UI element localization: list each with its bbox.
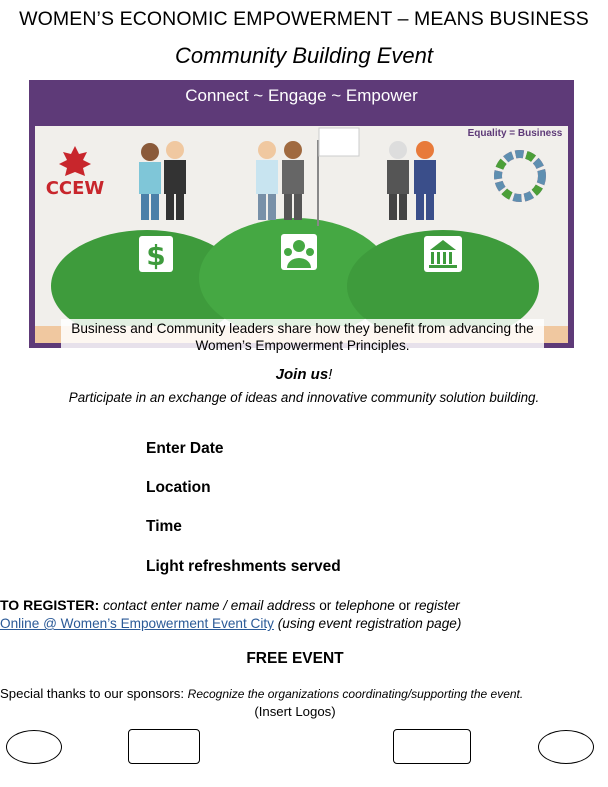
people-group-center <box>256 128 359 226</box>
registration-block <box>0 596 608 633</box>
dollar-icon <box>139 236 173 272</box>
people-group-right <box>387 141 436 220</box>
detail-date: Enter Date <box>146 440 224 457</box>
event-banner <box>29 80 574 353</box>
free-event-label: FREE EVENT <box>246 650 344 667</box>
logo-wordmark: CCEW <box>45 178 105 199</box>
document-title: WOMEN’S ECONOMIC EMPOWERMENT – MEANS BUSINESS <box>19 8 589 30</box>
banner-heading: Connect ~ Engage ~ Empower <box>185 86 418 105</box>
register-link-line <box>0 615 608 633</box>
ccew-logo <box>46 146 105 199</box>
banner-illustration <box>35 126 568 353</box>
register-line: TO REGISTER: contact enter name / email address or telephone or register <box>0 597 460 613</box>
detail-refreshments: Light refreshments served <box>146 558 341 575</box>
sponsor-logo-box-left <box>128 729 200 764</box>
sponsor-logo-box-right <box>393 729 471 764</box>
sponsor-logo-oval-left <box>6 730 62 764</box>
sdg-wheel-icon <box>498 154 542 198</box>
people-group-left <box>139 141 186 220</box>
detail-time: Time <box>146 518 182 535</box>
participate-text: Participate in an exchange of ideas and innovative community solution building. <box>68 390 540 405</box>
register-label: TO REGISTER: <box>0 597 100 613</box>
government-building-icon <box>424 236 462 272</box>
registration-note: (using event registration page) <box>277 616 462 631</box>
insert-logos-label: (Insert Logos) <box>254 704 336 719</box>
registration-link[interactable]: Online @ Women’s Empowerment Event City <box>0 616 274 631</box>
sponsors-label: Special thanks to our sponsors: <box>0 686 184 701</box>
sponsor-logo-oval-right <box>538 730 594 764</box>
banner-caption: Business and Community leaders share how they benefit from advancing the Women’s Empowerment Principles. <box>61 319 544 355</box>
sponsors-line <box>0 686 608 701</box>
join-us-heading: Join us! <box>275 366 333 383</box>
group-icon <box>281 234 317 270</box>
illustration-svg <box>35 126 568 343</box>
event-subtitle: Community Building Event <box>174 43 433 68</box>
equality-tag: Equality = Business <box>467 128 563 139</box>
detail-location: Location <box>146 479 211 496</box>
sponsors-note: Recognize the organizations coordinating/supporting the event. <box>187 687 524 701</box>
svg-text:$: $ <box>146 239 166 272</box>
